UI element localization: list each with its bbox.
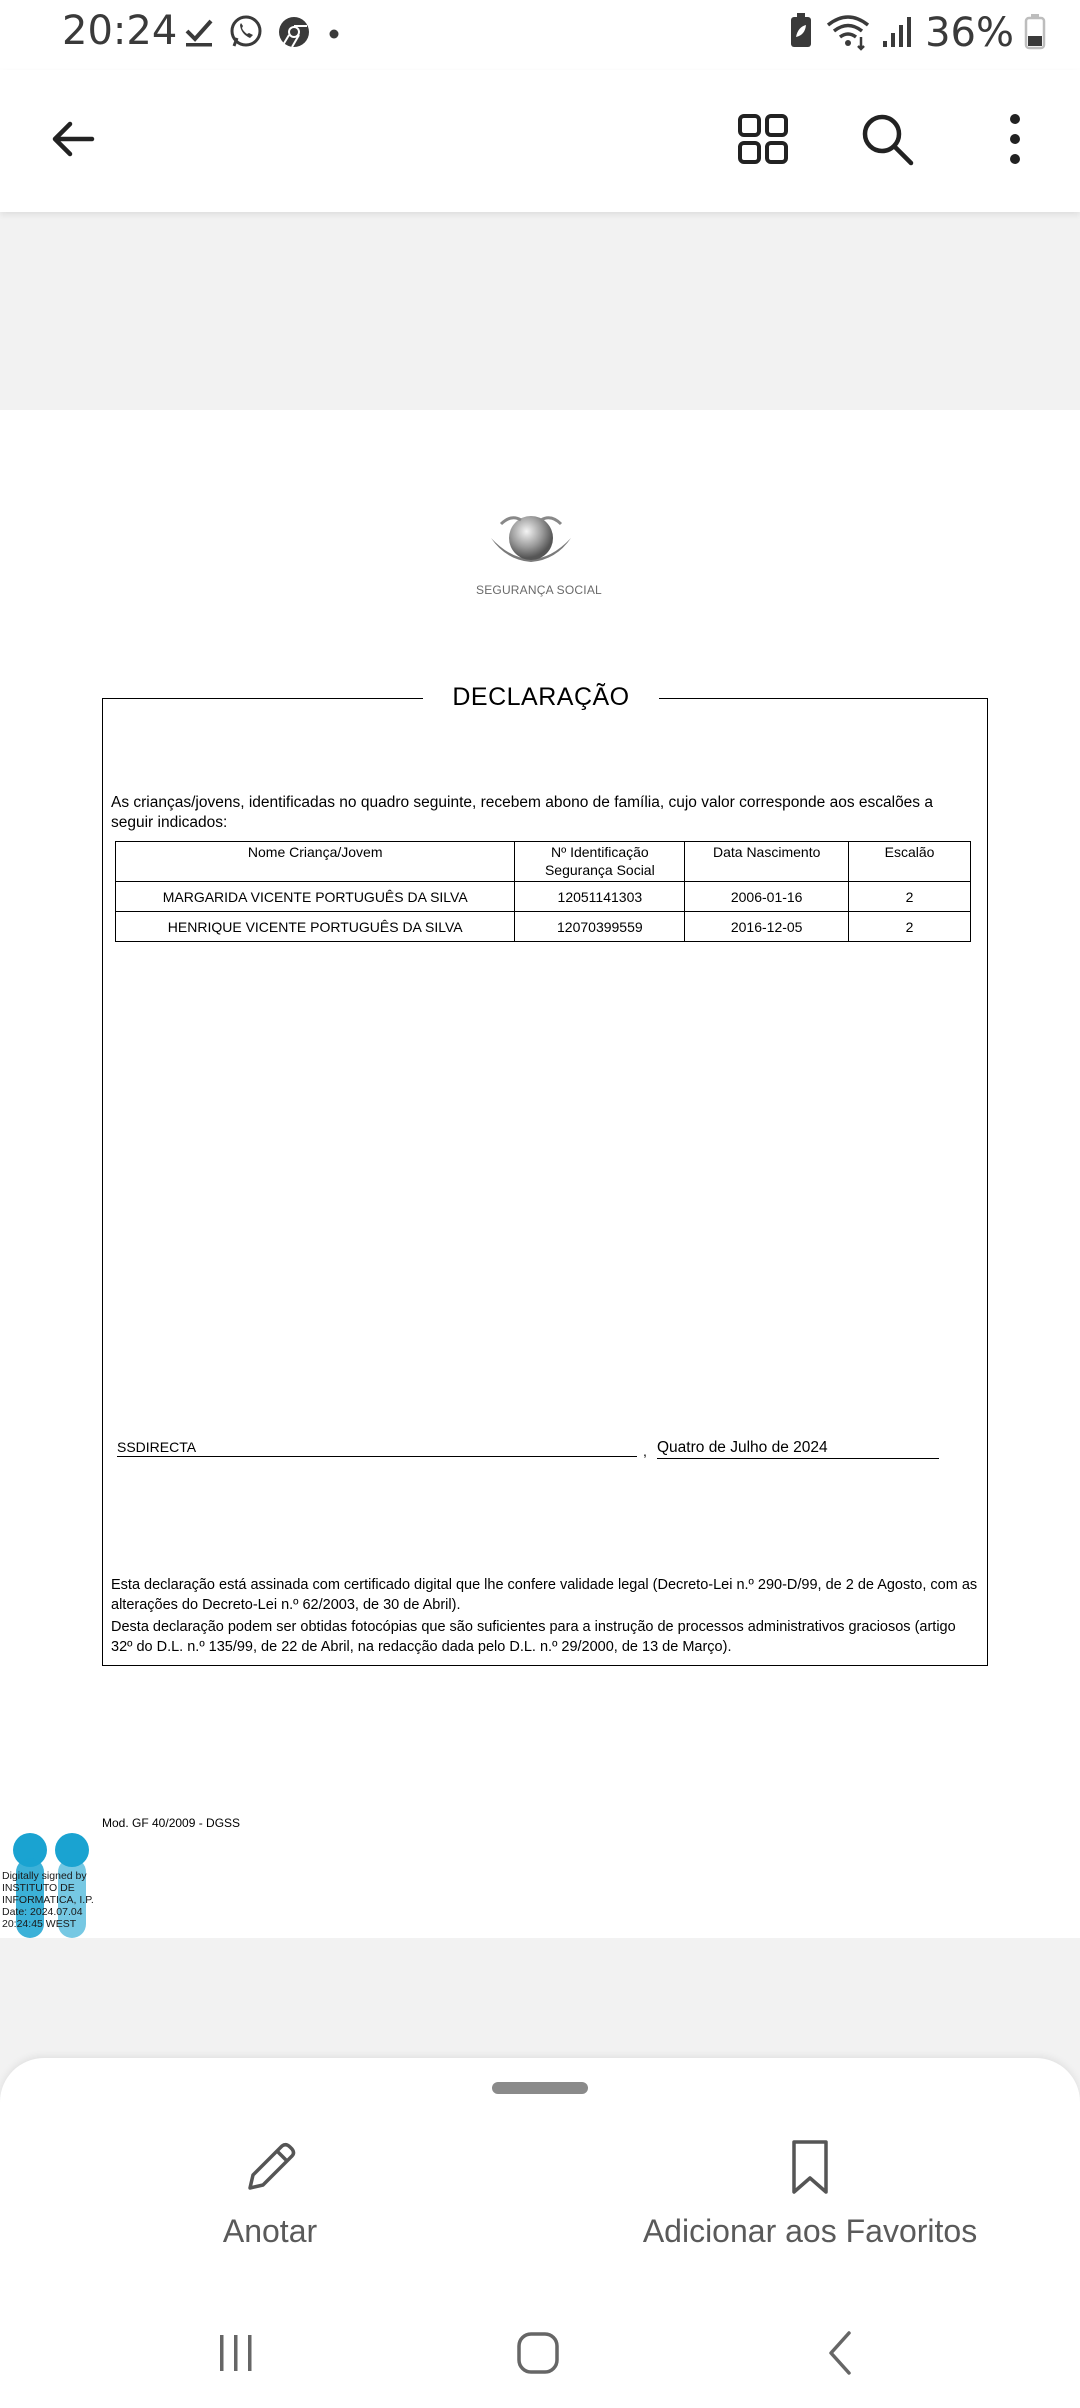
recents-icon — [214, 2331, 258, 2380]
declaration-title: DECLARAÇÃO — [423, 683, 659, 712]
status-system-icons — [787, 10, 1046, 56]
pencil-icon — [240, 2185, 300, 2202]
table-cell: 12070399559 — [515, 912, 685, 942]
form-code: Mod. GF 40/2009 - DGSS — [102, 1816, 241, 1830]
pdf-page[interactable] — [0, 410, 1080, 1938]
table-header: Data Nascimento — [685, 842, 849, 882]
annotate-button[interactable] — [180, 2138, 360, 2250]
table-cell: 2 — [849, 912, 971, 942]
children-table — [115, 841, 971, 942]
grid-view-icon — [737, 113, 789, 170]
legal-text-1: Esta declaração está assinada com certificado digital que lhe confere validade legal (Decreto-Lei n.º 290-D/99, de 2 de Agosto, com as alterações do Decreto-Lei n.º 62/2003, de 30 de Abril). — [111, 1577, 978, 1613]
seguranca-social-logo — [476, 510, 602, 597]
signal-icon — [881, 11, 915, 56]
table-cell: 2016-12-05 — [685, 912, 849, 942]
signature-place: SSDIRECTA — [117, 1439, 637, 1457]
status-bar — [0, 0, 1080, 70]
back-button[interactable] — [38, 106, 108, 176]
status-time: 20:24 — [62, 8, 178, 54]
legal-text-2: Desta declaração podem ser obtidas fotocópias que são suficientes para a instrução de processos administrativos graciosos (artigo 32º do D.L. n.º 135/99, de 22 de Abril, na redacção dada pelo D.L. n.º 29/2000, de 13 de Março). — [111, 1619, 956, 1655]
recents-button[interactable] — [196, 2320, 276, 2390]
back-arrow-icon — [48, 114, 98, 169]
app-bar — [0, 70, 1080, 212]
battery-icon — [1024, 11, 1046, 56]
table-cell: HENRIQUE VICENTE PORTUGUÊS DA SILVA — [116, 912, 515, 942]
battery-saver-icon — [787, 11, 815, 56]
whatsapp-icon — [228, 14, 264, 55]
logo-emblem-icon — [481, 510, 581, 576]
chrome-icon — [276, 14, 312, 55]
back-icon — [825, 2329, 855, 2382]
grid-view-button[interactable] — [728, 106, 798, 176]
home-button[interactable] — [498, 2320, 578, 2390]
signature-separator: , — [643, 1443, 647, 1459]
table-cell: 2006-01-16 — [685, 882, 849, 912]
table-header: Nome Criança/Jovem — [116, 842, 515, 882]
search-button[interactable] — [852, 106, 922, 176]
signature-date: Quatro de Julho de 2024 — [657, 1439, 939, 1459]
add-favorite-button[interactable] — [630, 2138, 990, 2250]
table-header-row — [116, 842, 971, 882]
table-row — [116, 882, 971, 912]
declaration-intro: As crianças/jovens, identificadas no quadro seguinte, recebem abono de família, cujo valor corresponde aos escalões a seguir indicados: — [111, 794, 933, 831]
more-vert-icon — [1005, 113, 1025, 170]
home-icon — [515, 2330, 561, 2381]
navigation-bar — [0, 2300, 1080, 2408]
annotate-label: Anotar — [222, 2213, 318, 2249]
legal-notice — [111, 1575, 981, 1659]
wifi-icon — [825, 11, 871, 56]
search-icon — [859, 111, 915, 172]
sheet-drag-handle[interactable] — [492, 2082, 588, 2094]
table-row — [116, 912, 971, 942]
table-cell: 2 — [849, 882, 971, 912]
digital-signature-text: Digitally signed by INSTITUTO DE INFORMATICA, I.P. Date: 2024.07.04 20:24:45 WEST — [2, 1870, 94, 1930]
logo-caption: SEGURANÇA SOCIAL — [476, 583, 602, 597]
more-options-button[interactable] — [980, 106, 1050, 176]
table-cell: 12051141303 — [515, 882, 685, 912]
table-header: Nº Identificação Segurança Social — [515, 842, 685, 882]
table-header: Escalão — [849, 842, 971, 882]
check-icon — [182, 15, 216, 54]
nav-back-button[interactable] — [800, 2320, 880, 2390]
declaration-box — [102, 683, 988, 1666]
status-notification-icons — [182, 14, 344, 55]
table-cell: MARGARIDA VICENTE PORTUGUÊS DA SILVA — [116, 882, 515, 912]
add-favorite-label: Adicionar aos Favoritos — [642, 2213, 978, 2249]
battery-percentage: 36% — [925, 10, 1014, 56]
bookmark-icon — [786, 2185, 834, 2202]
dot-icon — [324, 22, 344, 47]
